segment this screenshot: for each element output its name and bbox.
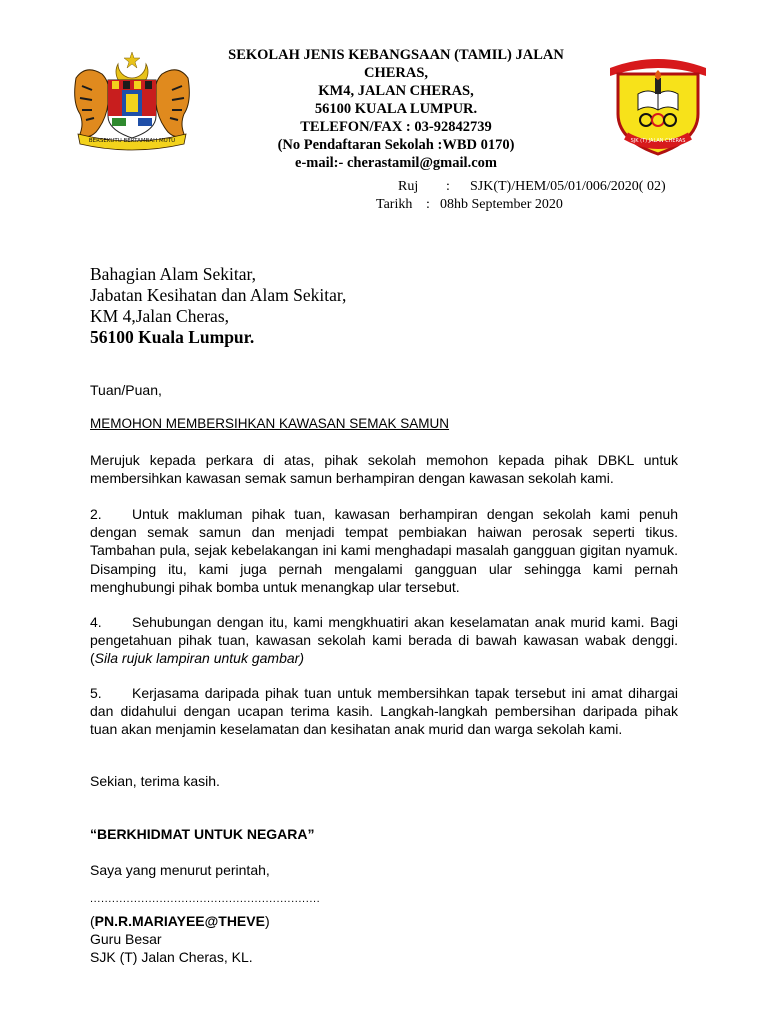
signature-line: ............................................................... bbox=[90, 893, 321, 905]
school-postcode-line: 56100 KUALA LUMPUR. bbox=[314, 101, 478, 117]
motto: “BERKHIDMAT UNTUK NEGARA” bbox=[90, 826, 315, 842]
malaysia-coat-of-arms-icon bbox=[68, 50, 196, 154]
date-value: 08hb September 2020 bbox=[440, 197, 563, 212]
school-registration-line: (No Pendaftaran Sekolah :WBD 0170) bbox=[277, 137, 515, 153]
school-crest-icon bbox=[604, 54, 712, 158]
paragraph-2-text: Untuk makluman pihak tuan, kawasan berhampiran dengan sekolah kami penuh dengan semak samun dan menjadi tempat pembiakan haiwan perosak seperti tikus. Tambahan pula, sejak kebelakangan ini kami menghadapi masalah gangguan gigitan nyamuk. Disamping itu, kami juga pernah mengalami gangguan ular sehingga kami pernah menghubungi pihak bomba untuk menangkap ular tersebut. bbox=[90, 506, 678, 595]
closing-line: Sekian, terima kasih. bbox=[90, 773, 220, 789]
school-name-line-1: SEKOLAH JENIS KEBANGSAAN (TAMIL) JALAN bbox=[228, 47, 564, 63]
paragraph-3-italic-note: Sila rujuk lampiran untuk gambar) bbox=[94, 650, 304, 667]
school-name-line-2: CHERAS, bbox=[363, 65, 429, 81]
recipient-line-1: Bahagian Alam Sekitar, bbox=[90, 264, 256, 284]
letterhead bbox=[200, 46, 592, 172]
date-label: Tarikh bbox=[376, 197, 413, 212]
reference-value: SJK(T)/HEM/05/01/006/2020( 02) bbox=[470, 179, 666, 194]
paragraph-3-text: Sehubungan dengan itu, kami mengkhuatiri akan keselamatan anak murid kami. Bagi pengetahuan pihak tuan, kawasan sekolah kami berada di bawah kawasan wabak denggi. ( bbox=[90, 614, 678, 667]
salutation: Tuan/Puan, bbox=[90, 382, 162, 398]
paragraph-3 bbox=[90, 613, 678, 668]
recipient-line-2: Jabatan Kesihatan dan Alam Sekitar, bbox=[90, 285, 347, 305]
paragraph-1-text: Merujuk kepada perkara di atas, pihak sekolah memohon kepada pihak DBKL untuk membersihkan kawasan semak samun berhampiran dengan kawasan sekolah kami. bbox=[90, 452, 678, 487]
paragraph-4-text: Kerjasama daripada pihak tuan untuk membersihkan tapak tersebut ini amat dihargai dan didahului dengan ucapan terima kasih. Langkah-langkah pembersihan daripada pihak tuan akan menjamin keselamatan dan kesihatan anak murid dan warga sekolah kami. bbox=[90, 685, 678, 738]
date-separator: : bbox=[426, 197, 430, 212]
signatory-name-line bbox=[90, 912, 270, 930]
reference-row bbox=[372, 178, 666, 196]
letter-subject: MEMOHON MEMBERSIHKAN KAWASAN SEMAK SAMUN bbox=[90, 416, 450, 431]
name-close-paren: ) bbox=[264, 913, 270, 929]
signatory-title: Guru Besar bbox=[90, 931, 162, 947]
school-address-line: KM4, JALAN CHERAS, bbox=[318, 83, 474, 99]
reference-separator: : bbox=[446, 179, 450, 194]
school-phone-line: TELEFON/FAX : 03-92842739 bbox=[300, 119, 492, 135]
paragraph-1 bbox=[90, 451, 678, 487]
signature-block bbox=[90, 912, 270, 966]
recipient-line-3: KM 4,Jalan Cheras, bbox=[90, 306, 230, 326]
date-row bbox=[372, 196, 666, 214]
recipient-line-4: 56100 Kuala Lumpur. bbox=[90, 327, 255, 347]
paragraph-4 bbox=[90, 684, 678, 739]
name-open-paren: ( bbox=[90, 913, 95, 929]
complimentary-close: Saya yang menurut perintah, bbox=[90, 862, 270, 878]
reference-label: Ruj bbox=[398, 179, 419, 194]
paragraph-3-number: 4. bbox=[90, 614, 102, 630]
crest-motto-text: BERSEKUTU BERTAMBAH MUTU bbox=[88, 138, 176, 144]
reference-block bbox=[372, 178, 666, 214]
school-crest-text: SJK (T) JALAN CHERAS bbox=[630, 138, 686, 144]
school-email-line: e-mail:- cherastamil@gmail.com bbox=[295, 155, 497, 171]
signatory-school: SJK (T) Jalan Cheras, KL. bbox=[90, 949, 253, 965]
paragraph-2-number: 2. bbox=[90, 506, 102, 522]
paragraph-4-number: 5. bbox=[90, 685, 102, 701]
signatory-name: PN.R.MARIAYEE@THEVE bbox=[94, 913, 265, 929]
paragraph-2 bbox=[90, 505, 678, 596]
recipient-address bbox=[90, 264, 346, 348]
